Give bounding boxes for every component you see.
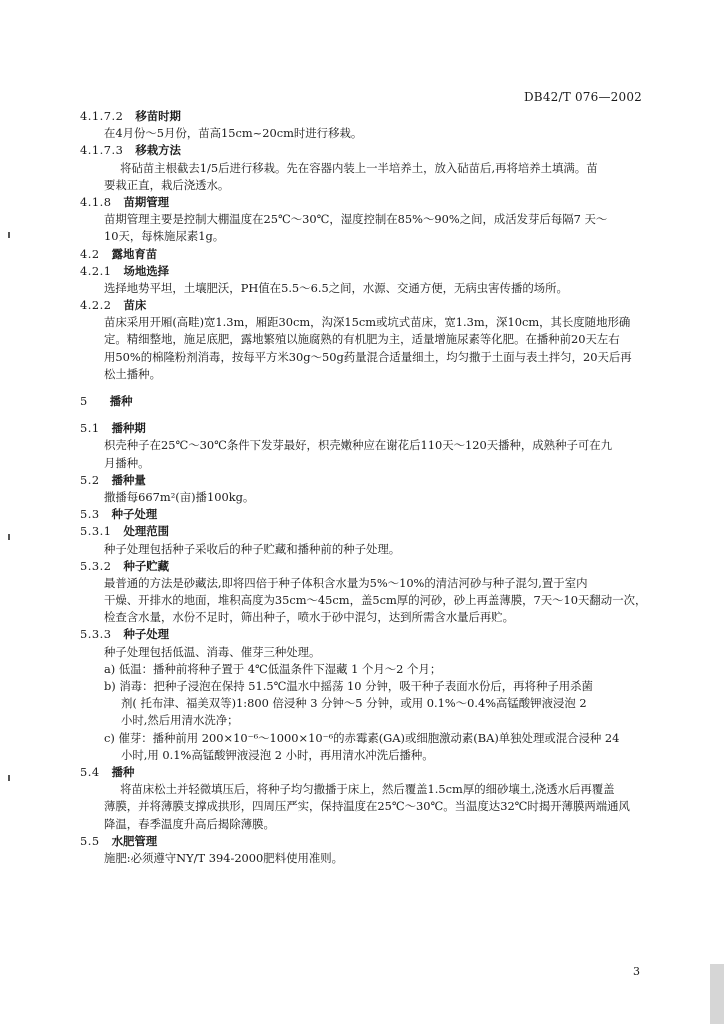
section-title: 播种期: [111, 421, 146, 436]
paragraph-line: 苗床采用开厢(高畦)宽1.3m，厢距30cm，沟深15cm或坑式苗床，宽1.3m，深10cm，其长度随地形确: [104, 315, 631, 330]
section-title: 露地育苗: [111, 246, 158, 261]
section-heading: [80, 764, 646, 781]
section-heading: [80, 833, 646, 850]
section-number: 5.5: [80, 833, 100, 848]
paragraph-line: 种子处理包括种子采收后的种子贮藏和播种前的种子处理。: [104, 541, 401, 556]
list-marker: a): [104, 661, 116, 676]
list-text: 消毒：把种子浸泡在保持 51.5℃温水中摇荡 10 分钟，吸干种子表面水份后，再将种子用杀菌: [119, 679, 593, 693]
section-heading: [80, 506, 646, 523]
paragraph-line: 定。精细整地，施足底肥，露地繁殖以施腐熟的有机肥为主，适量增施尿素等化肥。在播种前20天左右: [104, 332, 620, 347]
list-continuation: 小时,用 0.1%高锰酸钾液浸泡 2 小时，再用清水冲洗后播种。: [121, 747, 434, 762]
paragraph-line: 松土播种。: [104, 366, 161, 381]
section-number: 5.4: [80, 764, 100, 779]
section-title: 苗期管理: [123, 194, 170, 209]
chapter-heading: [80, 393, 646, 410]
paragraph-line: 最普通的方法是砂藏法,即将四倍于种子体积含水量为5%～10%的清洁河砂与种子混匀,置于室内: [104, 575, 588, 590]
section-title: 移栽方法: [135, 143, 181, 158]
paragraph-line: 种子处理包括低温、消毒、催芽三种处理。: [104, 644, 321, 659]
document-body: [80, 108, 646, 867]
paragraph-line: 施肥:必须遵守NY/T 394-2000肥料使用准则。: [104, 850, 344, 865]
section-number: 5.1: [80, 421, 100, 436]
section-heading: [80, 142, 646, 159]
list-item: [80, 678, 646, 695]
section-heading: [80, 297, 646, 314]
paragraph-line: 降温，春季温度升高后揭除薄膜。: [104, 816, 275, 831]
section-title: 播种: [111, 764, 135, 779]
section-title: 播种: [109, 394, 133, 408]
scan-mark: [8, 775, 10, 781]
list-marker: b): [104, 679, 116, 693]
section-number: 4.1.7.2: [80, 109, 124, 123]
section-title: 水肥管理: [111, 833, 158, 848]
section-number: 5.3.2: [80, 558, 112, 573]
paragraph-line: 将砧苗主根截去1/5后进行移栽。先在容器内装上一半培养土，放入砧苗后,再将培养土填满。苗: [120, 160, 598, 175]
section-title: 移苗时期: [135, 109, 181, 123]
paragraph-line: 干燥、开排水的地面，堆积高度为35cm～45cm，盖5cm厚的河砂，砂上再盖薄膜，7天～10天翻动一次，: [104, 593, 646, 608]
section-number: 5.2: [80, 472, 100, 487]
section-heading: [80, 108, 646, 125]
section-number: 5: [80, 394, 88, 408]
section-title: 播种量: [111, 472, 146, 487]
section-title: 处理范围: [123, 524, 170, 539]
paragraph-line: 苗期管理主要是控制大棚温度在25℃～30℃，湿度控制在85%～90%之间，成活发芽后每隔7 天～: [104, 212, 608, 227]
list-continuation: 剂( 托布津、福美双等)1:800 倍浸种 3 分钟～5 分钟，或用 0.1%～0.4%高锰酸钾液浸泡 2: [121, 696, 587, 711]
standard-code: DB42/T 076—2002: [523, 90, 642, 104]
section-number: 4.2.1: [80, 263, 112, 278]
section-heading: [80, 523, 646, 540]
section-title: 种子处理: [111, 507, 158, 522]
scan-mark: [8, 232, 10, 238]
paragraph-line: 撒播每667m²(亩)播100kg。: [104, 489, 255, 504]
list-continuation: 小时,然后用清水洗净；: [121, 713, 239, 728]
section-number: 4.1.7.3: [80, 143, 124, 158]
section-number: 5.3: [80, 507, 100, 522]
section-number: 5.3.1: [80, 524, 112, 539]
section-title: 场地选择: [123, 263, 170, 278]
page-number: 3: [633, 965, 640, 978]
paragraph-line: 10天，每株施尿素1g。: [104, 229, 225, 244]
paragraph-line: 选择地势平坦，土壤肥沃，PH值在5.5～6.5之间，水源、交通方便，无病虫害传播的场所。: [104, 280, 568, 295]
paragraph-line: 薄膜，并将薄膜支撑成拱形，四周压严实，保持温度在25℃～30℃。当温度达32℃时揭开薄膜两端通风: [104, 799, 630, 814]
section-heading: [80, 246, 646, 263]
paragraph-line: 用50%的棉隆粉剂消毒，按每平方米30g～50g药量混合适量细土，均匀撒于土面与表土拌匀，20天后再: [104, 349, 632, 364]
section-number: 4.1.8: [80, 194, 112, 209]
list-item: [80, 661, 646, 678]
section-number: 4.2.2: [80, 298, 112, 313]
section-heading: [80, 472, 646, 489]
list-marker: c): [104, 730, 115, 745]
section-title: 种子贮藏: [123, 558, 170, 573]
paragraph-line: 枳壳种子在25℃～30℃条件下发芽最好，枳壳嫩种应在谢花后110天～120天播种，成熟种子可在九: [104, 438, 613, 453]
section-heading: [80, 420, 646, 437]
section-heading: [80, 558, 646, 575]
section-title: 苗床: [123, 298, 147, 313]
paragraph-line: 检查含水量，水份不足时，筛出种子，喷水于砂中混匀，达到所需含水量后再贮。: [104, 610, 515, 625]
paragraph-line: 在4月份～5月份，苗高15cm~20cm时进行移栽。: [104, 126, 363, 141]
list-text: 催芽：播种前用 200×10⁻⁶～1000×10⁻⁶的赤霉素(GA)或细胞激动素(BA)单独处理或混合浸种 24: [118, 730, 620, 745]
section-heading: [80, 263, 646, 280]
section-title: 种子处理: [123, 627, 170, 642]
list-text: 低温：播种前将种子置于 4℃低温条件下湿藏 1 个月～2 个月；: [118, 661, 442, 676]
section-heading: [80, 194, 646, 211]
scan-mark: [8, 534, 10, 540]
list-item: [80, 730, 646, 747]
paragraph-line: 将苗床松土并轻微填压后，将种子均匀撒播于床上，然后覆盖1.5cm厚的细砂壤土,浇透水后再覆盖: [120, 782, 615, 797]
paragraph-line: 要栽正直，栽后浇透水。: [104, 177, 230, 192]
section-heading: [80, 626, 646, 643]
section-number: 5.3.3: [80, 627, 112, 642]
paragraph-line: 月播种。: [104, 455, 150, 470]
section-number: 4.2: [80, 246, 100, 261]
scan-edge-shadow: [710, 964, 724, 1024]
